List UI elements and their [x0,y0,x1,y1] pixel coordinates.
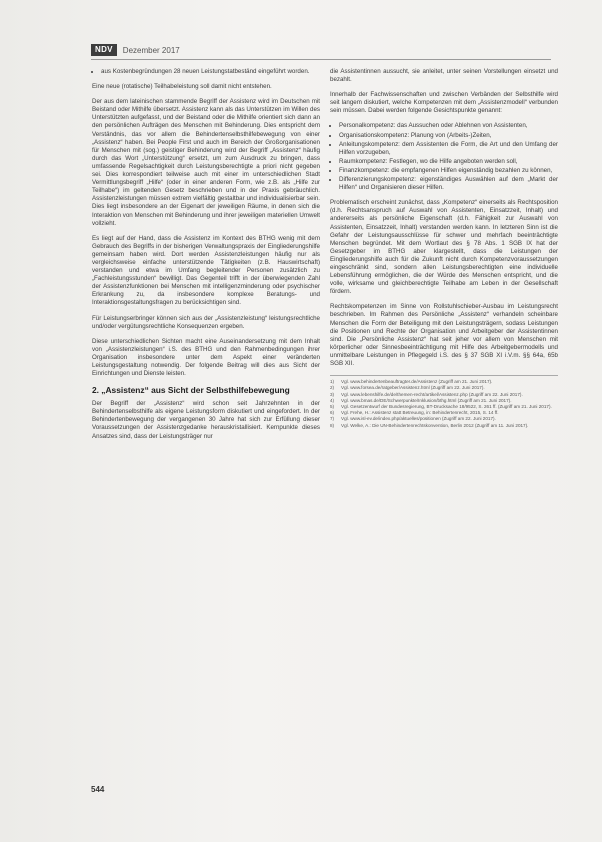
footnote-text: Vgl. Welke, A.: Die UN-Behindertenrechtskonvention, Berlin 2012 (Zugriff am 11. Juni 2017). [341,422,529,428]
footnote-number: 8) [330,422,335,428]
footnote-text: Vgl. Gesetzentwurf der Bundesregierung, BT-Drucksache 18/9522, S. 261 ff. (Zugriff am 21. Juni 2017). [341,403,552,409]
paragraph: Der aus dem lateinischen stammende Begriff der Assistenz wird im Deutschen mit Beistand oder Mithilfe übersetzt. Assistenz kann als das Unterstützen im Willen des Unterstützten aufgefasst, und der Beistand oder die Mithilfe orientiert sich dann an den persönlichen Aufträgen des Menschen mit Behinderung. Dies entspricht dem Verständnis, das vor allem die Behindertenselbsthilfebewegung von einer „Assistenz“ haben. Bei People First und auch im Bereich der Großorganisationen für Menschen mit (sog.) geistiger Behinderung wird der Begriff „Assistenz“ häufig durch das Wort „Unterstützung“ ersetzt, um zum Ausdruck zu bringen, dass umfassende Regelsachtigkeit durch Leistungsberechtigte a priori nicht gegeben sei. Dies korrespondiert teilweise auch mit einer im unterschiedlichen Stadt Vermittlungsbegriff „Hilfe“ (oder in einer anderen Form, wie z.B. als „Hilfe zur Teilhabe“) im geltenden Gesetz beschrieben und in der Praxis gebräuchlich. Assistenzleistungen müssen extrem vielfältig gestaltbar und individualisierbar sein. Dies liegt insbesondere an der Eigenart der jeweiligen Räume, in denen sich die Interaktion von Menschen mit Behinderung und ihrer jeweiligen materiellen Umwelt vollzieht. [92,98,321,227]
list-item: • aus Kostenbegründungen 28 neuen Leistungstatbeständ eingeführt worden. [101,68,320,76]
competence-list [330,122,558,192]
paragraph: Eine neue (rotatische) Teilhabeleistung soll damit nicht entstehen. [92,83,272,91]
footnote-text: Vgl. Frehe, H.: Assistenz statt Betreuung, in: Behindertenrecht, 2015, S. 14 ff. [341,410,499,416]
paragraph: Diese unterschiedlichen Sichten macht eine Auseinandersetzung mit dem Inhalt von „Assistenzleistungen“ i.S. des BTHG und den Rahmenbedingungen ihrer Organisation insbesondere unter dem Aspekt einer veränderten Leistungsgestaltung notwendig. Der folgende Beitrag will dies aus Sicht der Einrichtungen und Dienste leisten. [92,337,320,378]
list-item: • Finanzkompetenz: die empfangenen Hilfen eigenständig bezahlen zu können, [339,167,558,175]
page-number: 544 [91,785,105,794]
footnote-text: Vgl. www.lebenshilfe.de/de/themen-recht/artikel/Assistenz.php (Zugriff am 22. Juni 2017). [341,391,523,397]
paragraph: Es liegt auf der Hand, dass die Assistenz im Kontext des BTHG wenig mit dem Gebrauch des Begriffs in der bisherigen Verwaltungspraxis der Eingliederungshilfe gemeinsam haben wird. Dort werden Assistenzleistungen häufig nur als vergleichsweise einfache unterstützende Tätigkeiten (z.B. Hauswirtschaft) verstanden und etwa im Umfang begleitender Personen zusätzlich zu „Fachleistungsstunden“ bewilligt. Das Gegenteil trifft in der überwiegenden Zahl der Assistenzfunktionen bei Menschen mit intelligenzminderung oder psychischer Erkrankung zu, da insbesondere komplexe Beratungs- und Interaktionsgestaltungsfragen zu berücksichtigen sind. [92,234,320,307]
footnote-number: 2) [330,385,335,391]
paragraph: Für Leistungserbringer können sich aus der „Assistenzleistung“ leistungsrechtliche und/oder vergütungsrechtliche Konsequenzen ergeben. [92,314,320,330]
footnotes [330,375,558,429]
list-item: • Raumkompetenz: Festlegen, wo die Hilfe angeboten werden soll, [339,158,558,166]
journal-brand: NDV [91,44,117,56]
left-column [92,68,320,448]
footnote-text: Vgl. www.behindertenbeauftragter.de/Assistenz (Zugriff am 21. Juni 2017). [341,379,493,385]
paragraph: Der Begriff der „Assistenz“ wird schon seit Jahrzehnten in der Behindertenselbsthilfe als eigene Leistungsform diskutiert und eingefordert. In der Behindertenbewegung der vergangenen 30 Jahre hat sich zur Erfüllung dieser Voraussetzungen der Assistenzgedanke herauskristallisiert. Kernpunkte dieses Ansatzes sind, dass der Leistungsträger nur [92,400,320,440]
list-item: • Differenzierungskompetenz: eigenständiges Auswählen auf dem „Markt der Hilfen“ und Organisieren dieser Hilfen. [339,176,558,192]
left-bullet-list [92,68,320,76]
paragraph: Rechtskompetenzen im Sinne von Rollstuhlschieber-Ausbau im Leistungsrecht beschrieben. Im Rahmen des Persönliche „Assistenz“ verhandeln scheinbare Menschen die Form der Beteiligung mit den Leistungsträgern, sodass Leistungen die Positionen und Rechte der Organisation und Arbeitgeber der Assistentinnen sind. Die „Persönliche Assistenz“ hat seit jeher vor allem von Menschen mit körperlicher oder Sinnesbeeinträchtigung mit Hilfe des Arbeitgebermodells und unmittelbare Leistungen in Pflegegeld i.S. des § 37 SGB XI i.V.m. §§ 64a, 65b SGB XII. [330,303,558,367]
list-item: • Anleitungskompetenz: dem Assistenten die Form, die Art und den Umfang der Hilfen vorzugeben, [339,141,558,157]
footnote-number: 6) [330,410,335,416]
paragraph: Problematisch erscheint zunächst, dass „Kompetenz“ einerseits als Rechtsposition (d.h. Rechtsanspruch auf Auswahl von Assistenten, Einsatzzeit, Inhalt) und andererseits als persönliche Eigenschaft (d.h. Fähigkeit zur Auswahl von Assistenten, Einsatzzeit, Inhalt) verstanden werden kann. In letzteren Sinn ist die Gefahr der Leistungsausschlüsse für schwer und mehrfach beeinträchtigte Menschen begründet. Mit dem Wortlaut des § 78 Abs. 1 SGB IX hat der Gesetzgeber im BTHG aber klargestellt, dass die Leistungen der Eingliederungshilfe auch für die Zukunft nicht durch Kompetenzvoraussetzungen eingeschränkt sind, sondern allen Leistungsberechtigten eine individuelle Lebensführung ermöglichen, die der Würde des Menschen entspricht, und die volle, wirksame und gleichberechtigte Teilhabe am Leben in der Gesellschaft fördern. [330,199,558,296]
footnote-number: 7) [330,416,335,422]
section-heading: 2. „Assistenz“ aus Sicht der Selbsthilfebewegung [92,385,290,396]
footnote-number: 5) [330,403,335,409]
paragraph: Innerhalb der Fachwissenschaften und zwischen Verbänden der Selbsthilfe wird seit langem diskutiert, welche Kompetenzen mit dem „Assistenzmodell“ verbunden sein müssen. Dabei werden folgende Gesichtspunkte genannt: [330,91,558,115]
footnote-number: 3) [330,391,335,397]
footnote-text: Vgl. www.isl-ev.de/index.php/aktuelles/positionen (Zugriff am 22. Juni 2017). [341,416,496,422]
footnote-number: 1) [330,379,335,385]
issue-date: Dezember 2017 [122,45,180,55]
list-item: • Personalkompetenz: das Aussuchen oder Ablehnen von Assistenten, [339,122,558,130]
list-item: • Organisationskompetenz: Planung von (Arbeits-)Zeiten, [339,132,558,140]
header-rule [91,59,551,60]
footnote-number: 4) [330,397,335,403]
running-header [91,44,180,56]
right-column [330,68,558,429]
footnote [330,423,558,429]
footnote-text: Vgl. www.forsea.de/ratgeber/Assistenz.html (Zugriff am 22. Juni 2017). [341,385,485,391]
footnote-text: Vgl. www.bmas.de/DE/Schwerpunkte/Inklusion/bthg.html (Zugriff am 21. Juni 2017). [341,397,512,403]
paragraph: die Assistentinnen aussucht, sie anleitet, unter seinen Vorstellungen einsetzt und bezahlt. [330,68,558,84]
